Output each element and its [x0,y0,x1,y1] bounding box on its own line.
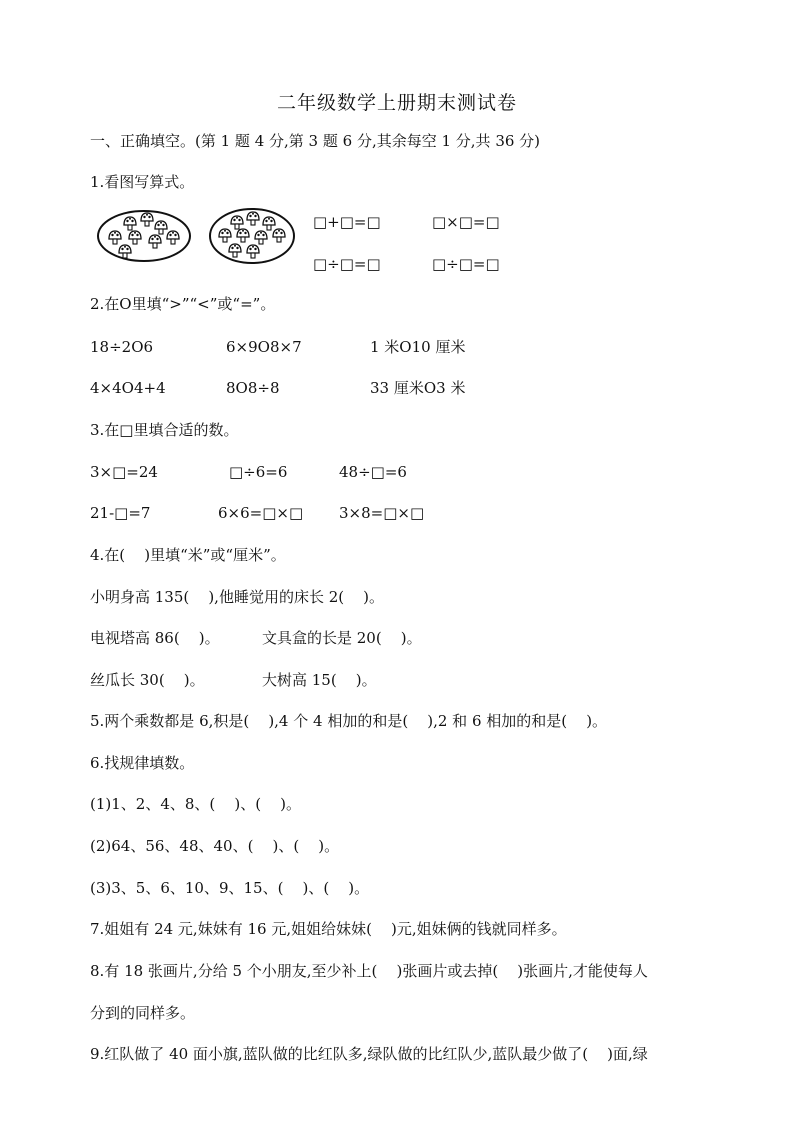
question-2-label: 2.在O里填“>”“<”或“=”。 [90,295,276,313]
q1-expression-multiply: □×□=□ [432,213,500,231]
q2-item: 33 厘米O3 米 [370,379,466,397]
q2-item: 1 米O10 厘米 [370,338,466,356]
q1-expression-divide-1: □÷□=□ [313,255,381,273]
q6-item: (1)1、2、4、8、( )、( )。 [90,795,301,813]
q6-item: (3)3、5、6、10、9、15、( )、( )。 [90,879,370,897]
q1-expression-add: □+□=□ [313,213,381,231]
q3-item: 6×6=□×□ [218,504,304,522]
q4-item: 大树高 15( )。 [262,671,377,689]
question-7: 7.姐姐有 24 元,妹妹有 16 元,姐姐给妹妹( )元,姐妹俩的钱就同样多。 [90,920,567,938]
q4-item: 文具盒的长是 20( )。 [262,629,422,647]
question-5: 5.两个乘数都是 6,积是( ),4 个 4 相加的和是( ),2 和 6 相加的和是( )。 [90,712,608,730]
q3-item: 3×8=□×□ [339,504,425,522]
question-6-label: 6.找规律填数。 [90,754,195,772]
question-9: 9.红队做了 40 面小旗,蓝队做的比红队多,绿队做的比红队少,蓝队最少做了( )面,绿 [90,1045,648,1063]
question-4-label: 4.在( )里填“米”或“厘米”。 [90,546,286,564]
q3-item: 48÷□=6 [339,463,407,481]
question-3-label: 3.在□里填合适的数。 [90,421,239,439]
question-1-label: 1.看图写算式。 [90,173,195,191]
mushroom-plate-left-image [95,208,193,264]
q3-item: □÷6=6 [229,463,288,481]
q2-item: 4×4O4+4 [90,379,166,397]
q2-item: 8O8÷8 [226,379,280,397]
q2-item: 18÷2O6 [90,338,154,356]
q4-item: 电视塔高 86( )。 [90,629,220,647]
page-title: 二年级数学上册期末测试卷 [276,92,517,114]
q3-item: 3×□=24 [90,463,158,481]
q4-line-1: 小明身高 135( ),他睡觉用的床长 2( )。 [90,588,385,606]
mushroom-plate-right-image [207,206,297,266]
q4-item: 丝瓜长 30( )。 [90,671,205,689]
question-8-line-1: 8.有 18 张画片,分给 5 个小朋友,至少补上( )张画片或去掉( )张画片,才能使每人 [90,962,648,980]
question-8-line-2: 分到的同样多。 [90,1004,196,1022]
q6-item: (2)64、56、48、40、( )、( )。 [90,837,340,855]
q2-item: 6×9O8×7 [226,338,302,356]
q3-item: 21-□=7 [90,504,151,522]
q1-expression-divide-2: □÷□=□ [432,255,500,273]
section-1-heading: 一、正确填空。(第 1 题 4 分,第 3 题 6 分,其余每空 1 分,共 36 分) [90,132,541,150]
